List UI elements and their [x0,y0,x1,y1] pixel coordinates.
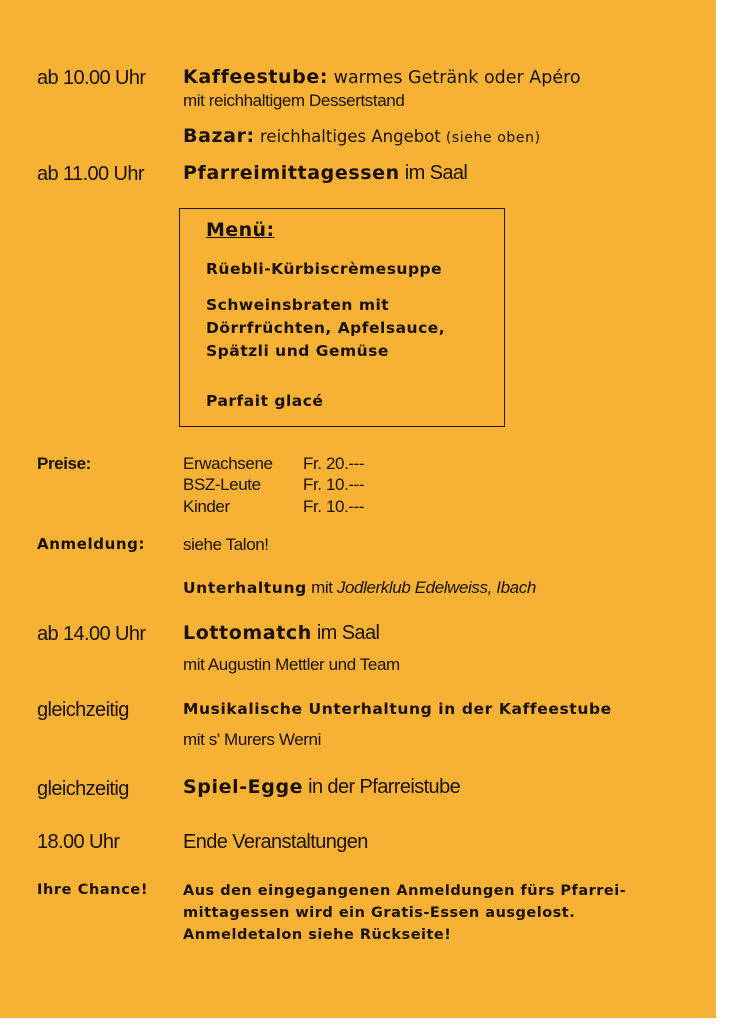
mittagessen-desc: im Saal [399,162,468,184]
anmeldung-value: siehe Talon! [183,535,269,554]
musik-werni: mit s' Murers Werni [183,730,321,749]
unterhaltung-line [183,577,536,598]
chance-line: Aus den eingegangenen Anmeldungen fürs Pfarrei- [183,883,627,899]
time-kaffeestube: ab 10.00 Uhr [37,67,146,89]
bazar-line [183,125,541,147]
time-lottomatch: ab 14.00 Uhr [37,623,146,645]
chance-text [183,880,626,946]
menu-line: Rüebli-Kürbiscrèmesuppe [206,260,443,278]
kaffeestube-dessert: mit reichhaltigem Dessertstand [183,91,405,110]
spiel-title: Spiel-Egge [183,776,304,798]
menu-box [179,208,505,427]
musik-title: Musikalische Unterhaltung in der Kaffeestube [183,700,612,718]
preise-label: Preise: [37,454,91,473]
menu-title: Menü: [206,219,275,241]
lottomatch-desc: im Saal [311,622,380,644]
menu-line: Dörrfrüchten, Apfelsauce, [206,319,446,337]
chance-line: Anmeldetalon siehe Rückseite! [183,927,452,943]
price-row-label: BSZ-Leute [183,475,261,494]
mittagessen-title: Pfarreimittagessen [183,162,400,184]
ende-desc: Ende Veranstaltungen [183,831,368,853]
menu-line: Schweinsbraten mit [206,296,390,314]
lottomatch-team: mit Augustin Mettler und Team [183,655,400,674]
mittagessen-line [183,161,467,185]
chance-line: mittagessen wird ein Gratis-Essen ausgelost. [183,905,576,921]
unterhaltung-mid: mit [306,578,337,597]
bazar-desc: reichhaltiges Angebot [254,127,441,146]
kaffeestube-title: Kaffeestube [183,66,320,88]
bazar-title: Bazar: [183,125,255,147]
time-ende: 18.00 Uhr [37,831,120,853]
kaffeestube-line [183,66,581,88]
price-row-label: Kinder [183,497,230,516]
menu-item-suppe [206,258,442,281]
bazar-note: (siehe oben) [440,130,541,146]
price-row-value: Fr. 10.--- [303,497,365,516]
spiel-desc: in der Pfarreistube [303,776,461,798]
unterhaltung-who: Jodlerklub Edelweiss, Ibach [336,578,536,597]
chance-label: Ihre Chance! [37,882,149,898]
time-spiel: gleichzeitig [37,778,129,800]
price-row-value: Fr. 10.--- [303,475,365,494]
kaffeestube-colon: : [319,66,329,88]
kaffeestube-desc: warmes Getränk oder Apéro [328,68,581,88]
unterhaltung-title: Unterhaltung [183,579,307,597]
menu-item-dessert [206,390,323,413]
price-row-label: Erwachsene [183,454,273,473]
menu-item-hauptgang [206,294,445,363]
lottomatch-title: Lottomatch [183,622,312,644]
menu-line: Parfait glacé [206,392,324,410]
spiel-line [183,775,460,799]
anmeldung-label: Anmeldung: [37,535,146,553]
lottomatch-line [183,621,379,645]
menu-line: Spätzli und Gemüse [206,342,389,360]
time-mittagessen: ab 11.00 Uhr [37,163,144,185]
time-musik: gleichzeitig [37,699,129,721]
price-row-value: Fr. 20.--- [303,454,365,473]
